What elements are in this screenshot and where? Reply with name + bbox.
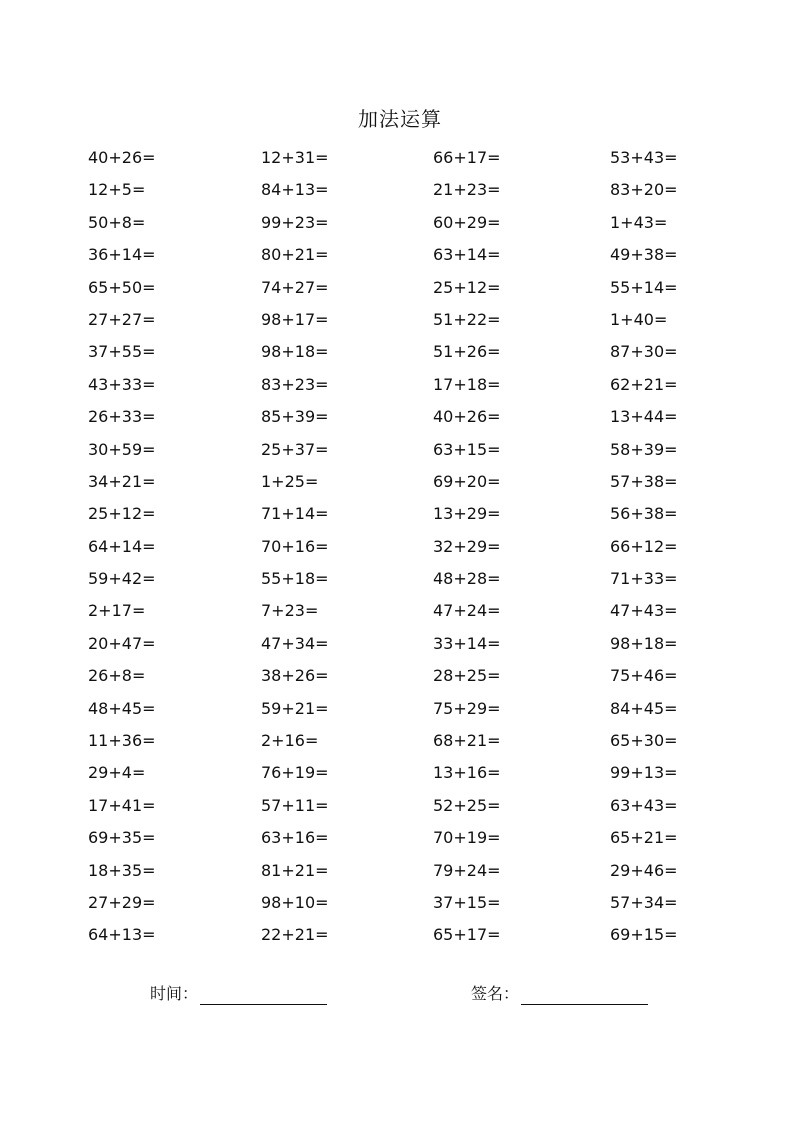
problem-cell: 99+23= [261, 212, 329, 232]
problem-cell: 71+33= [610, 569, 678, 589]
problem-cell: 40+26= [88, 148, 156, 167]
problem-grid [0, 142, 800, 952]
problem-cell: 12+5= [88, 180, 146, 200]
problem-cell: 20+47= [88, 633, 156, 653]
problem-cell: 47+34= [261, 633, 329, 653]
problem-row [0, 693, 800, 725]
problem-cell: 27+29= [88, 892, 156, 912]
problem-cell: 13+29= [433, 504, 501, 524]
problem-cell: 27+27= [88, 309, 156, 329]
problem-cell: 25+37= [261, 439, 329, 459]
problem-cell: 25+12= [88, 504, 156, 524]
problem-cell: 79+24= [433, 860, 501, 880]
time-field [150, 980, 327, 1008]
problem-row [0, 466, 800, 498]
problem-cell: 98+10= [261, 892, 329, 912]
problem-cell: 57+11= [261, 795, 329, 815]
problem-row [0, 628, 800, 660]
problem-cell: 48+28= [433, 569, 501, 589]
problem-cell: 87+30= [610, 342, 678, 362]
signature-label: 签名： [471, 984, 520, 1003]
problem-cell: 98+18= [261, 342, 329, 362]
problem-row [0, 272, 800, 304]
problem-cell: 17+18= [433, 374, 501, 394]
problem-cell: 65+21= [610, 828, 678, 848]
problem-row [0, 757, 800, 789]
problem-cell: 37+55= [88, 342, 156, 362]
problem-cell: 25+12= [433, 277, 501, 297]
problem-cell: 76+19= [261, 763, 329, 783]
problem-cell: 57+34= [610, 892, 678, 912]
problem-cell: 1+40= [610, 309, 668, 329]
problem-cell: 29+4= [88, 763, 146, 783]
problem-cell: 37+15= [433, 892, 501, 912]
problem-cell: 63+16= [261, 828, 329, 848]
problem-cell: 28+25= [433, 666, 501, 686]
problem-cell: 48+45= [88, 698, 156, 718]
signature-field [471, 980, 648, 1008]
problem-row [0, 498, 800, 530]
problem-cell: 17+41= [88, 795, 156, 815]
problem-cell: 80+21= [261, 245, 329, 265]
problem-cell: 18+35= [88, 860, 156, 880]
problem-cell: 57+38= [610, 471, 678, 491]
problem-row [0, 401, 800, 433]
problem-row [0, 790, 800, 822]
problem-row [0, 174, 800, 206]
problem-cell: 81+21= [261, 860, 329, 880]
problem-cell: 59+21= [261, 698, 329, 718]
problem-cell: 1+43= [610, 212, 668, 232]
problem-cell: 60+29= [433, 212, 501, 232]
problem-cell: 13+44= [610, 407, 678, 427]
problem-row [0, 563, 800, 595]
problem-cell: 43+33= [88, 374, 156, 394]
problem-cell: 26+33= [88, 407, 156, 427]
problem-cell: 47+24= [433, 601, 501, 621]
problem-cell: 65+50= [88, 277, 156, 297]
page-title: 加法运算 [358, 107, 442, 131]
problem-row [0, 919, 800, 951]
problem-cell: 53+43= [610, 148, 678, 167]
problem-cell: 98+17= [261, 309, 329, 329]
problem-cell: 51+26= [433, 342, 501, 362]
problem-cell: 40+26= [433, 407, 501, 427]
problem-cell: 63+15= [433, 439, 501, 459]
problem-cell: 33+14= [433, 633, 501, 653]
problem-cell: 98+18= [610, 633, 678, 653]
problem-cell: 71+14= [261, 504, 329, 524]
problem-row [0, 369, 800, 401]
problem-row [0, 887, 800, 919]
problem-row [0, 660, 800, 692]
problem-row [0, 336, 800, 368]
problem-cell: 64+14= [88, 536, 156, 556]
problem-cell: 49+38= [610, 245, 678, 265]
problem-row [0, 855, 800, 887]
problem-cell: 63+14= [433, 245, 501, 265]
signature-blank-line[interactable] [521, 984, 648, 1005]
problem-cell: 62+21= [610, 374, 678, 394]
problem-cell: 75+29= [433, 698, 501, 718]
problem-cell: 51+22= [433, 309, 501, 329]
problem-cell: 36+14= [88, 245, 156, 265]
problem-row [0, 434, 800, 466]
problem-cell: 7+23= [261, 601, 319, 621]
problem-cell: 74+27= [261, 277, 329, 297]
problem-cell: 84+13= [261, 180, 329, 200]
problem-cell: 59+42= [88, 569, 156, 589]
problem-cell: 47+43= [610, 601, 678, 621]
problem-cell: 84+45= [610, 698, 678, 718]
problem-cell: 70+19= [433, 828, 501, 848]
problem-cell: 83+23= [261, 374, 329, 394]
problem-cell: 64+13= [88, 925, 156, 945]
problem-cell: 38+26= [261, 666, 329, 686]
problem-cell: 32+29= [433, 536, 501, 556]
problem-row [0, 239, 800, 271]
problem-cell: 2+17= [88, 601, 146, 621]
problem-row [0, 822, 800, 854]
problem-cell: 68+21= [433, 731, 501, 751]
problem-cell: 85+39= [261, 407, 329, 427]
problem-cell: 58+39= [610, 439, 678, 459]
time-label: 时间： [150, 984, 199, 1003]
problem-cell: 29+46= [610, 860, 678, 880]
problem-cell: 56+38= [610, 504, 678, 524]
problem-cell: 12+31= [261, 148, 329, 167]
problem-cell: 66+17= [433, 148, 501, 167]
problem-cell: 75+46= [610, 666, 678, 686]
problem-row [0, 142, 800, 174]
problem-cell: 11+36= [88, 731, 156, 751]
problem-cell: 34+21= [88, 471, 156, 491]
problem-cell: 52+25= [433, 795, 501, 815]
problem-row [0, 725, 800, 757]
problem-cell: 55+14= [610, 277, 678, 297]
problem-row [0, 531, 800, 563]
problem-cell: 21+23= [433, 180, 501, 200]
problem-row [0, 207, 800, 239]
problem-cell: 1+25= [261, 471, 319, 491]
problem-cell: 70+16= [261, 536, 329, 556]
problem-cell: 69+35= [88, 828, 156, 848]
problem-cell: 2+16= [261, 731, 319, 751]
problem-cell: 30+59= [88, 439, 156, 459]
problem-cell: 22+21= [261, 925, 329, 945]
problem-cell: 65+17= [433, 925, 501, 945]
problem-row [0, 595, 800, 627]
problem-cell: 69+15= [610, 925, 678, 945]
time-blank-line[interactable] [200, 984, 327, 1005]
problem-cell: 65+30= [610, 731, 678, 751]
problem-cell: 50+8= [88, 212, 146, 232]
problem-cell: 69+20= [433, 471, 501, 491]
problem-cell: 83+20= [610, 180, 678, 200]
problem-cell: 63+43= [610, 795, 678, 815]
problem-cell: 13+16= [433, 763, 501, 783]
problem-cell: 26+8= [88, 666, 146, 686]
problem-cell: 55+18= [261, 569, 329, 589]
problem-row [0, 304, 800, 336]
problem-cell: 99+13= [610, 763, 678, 783]
problem-cell: 66+12= [610, 536, 678, 556]
